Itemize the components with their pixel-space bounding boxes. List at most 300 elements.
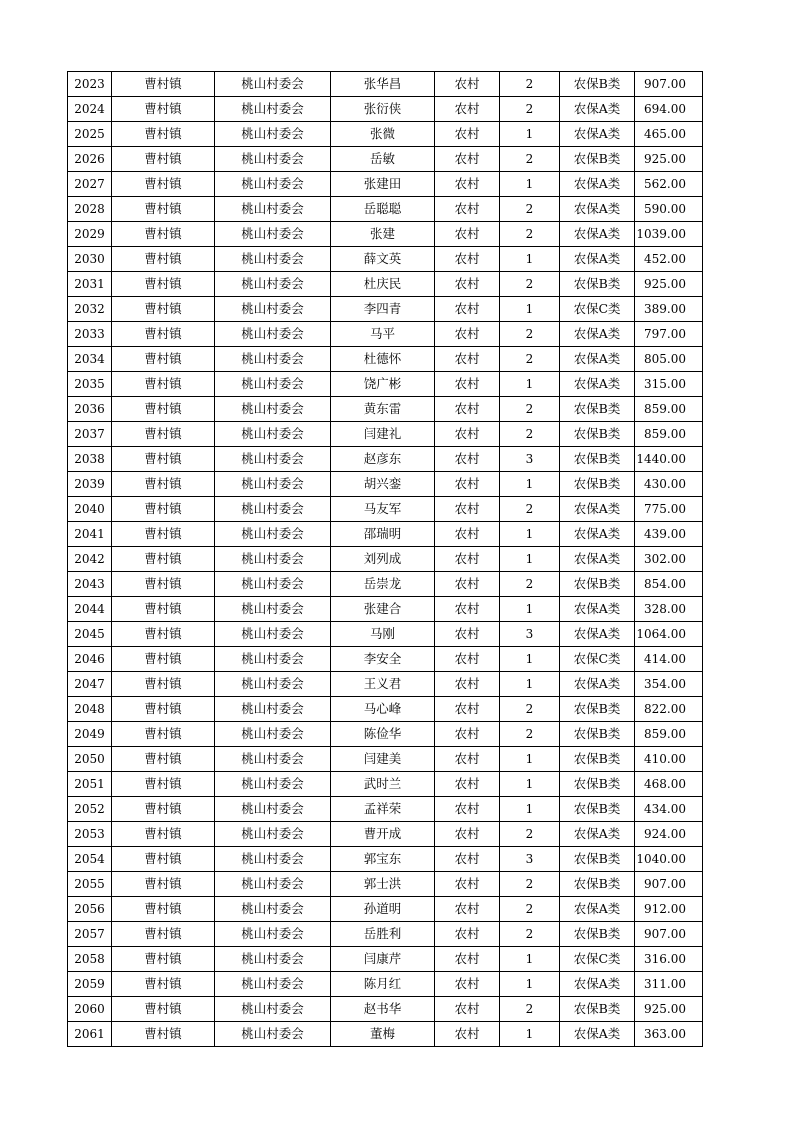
town-cell: 曹村镇: [112, 822, 215, 847]
table-row: [68, 522, 703, 547]
household-type-cell: 农村: [435, 622, 500, 647]
village-committee-cell: 桃山村委会: [215, 622, 331, 647]
table-row: [68, 272, 703, 297]
insurance-category-cell: 农保B类: [560, 722, 635, 747]
name-cell: 张微: [331, 122, 435, 147]
name-cell: 曹开成: [331, 822, 435, 847]
table-row: [68, 647, 703, 672]
row-number-cell: 2041: [68, 522, 112, 547]
town-cell: 曹村镇: [112, 472, 215, 497]
town-cell: 曹村镇: [112, 597, 215, 622]
village-committee-cell: 桃山村委会: [215, 572, 331, 597]
table-row: [68, 122, 703, 147]
amount-cell: 907.00: [635, 922, 703, 947]
household-size-cell: 2: [500, 147, 560, 172]
town-cell: 曹村镇: [112, 622, 215, 647]
table-row: [68, 447, 703, 472]
town-cell: 曹村镇: [112, 922, 215, 947]
household-size-cell: 3: [500, 447, 560, 472]
village-committee-cell: 桃山村委会: [215, 122, 331, 147]
town-cell: 曹村镇: [112, 897, 215, 922]
row-number-cell: 2026: [68, 147, 112, 172]
town-cell: 曹村镇: [112, 397, 215, 422]
name-cell: 邵瑞明: [331, 522, 435, 547]
row-number-cell: 2037: [68, 422, 112, 447]
village-committee-cell: 桃山村委会: [215, 747, 331, 772]
village-committee-cell: 桃山村委会: [215, 172, 331, 197]
row-number-cell: 2033: [68, 322, 112, 347]
table-body: [68, 72, 703, 1047]
town-cell: 曹村镇: [112, 497, 215, 522]
town-cell: 曹村镇: [112, 722, 215, 747]
table-row: [68, 922, 703, 947]
row-number-cell: 2039: [68, 472, 112, 497]
table-row: [68, 772, 703, 797]
town-cell: 曹村镇: [112, 72, 215, 97]
amount-cell: 590.00: [635, 197, 703, 222]
town-cell: 曹村镇: [112, 647, 215, 672]
amount-cell: 354.00: [635, 672, 703, 697]
household-size-cell: 1: [500, 747, 560, 772]
village-committee-cell: 桃山村委会: [215, 147, 331, 172]
row-number-cell: 2036: [68, 397, 112, 422]
village-committee-cell: 桃山村委会: [215, 197, 331, 222]
row-number-cell: 2054: [68, 847, 112, 872]
amount-cell: 465.00: [635, 122, 703, 147]
household-type-cell: 农村: [435, 172, 500, 197]
amount-cell: 859.00: [635, 397, 703, 422]
household-size-cell: 2: [500, 397, 560, 422]
village-committee-cell: 桃山村委会: [215, 372, 331, 397]
town-cell: 曹村镇: [112, 222, 215, 247]
household-type-cell: 农村: [435, 647, 500, 672]
row-number-cell: 2028: [68, 197, 112, 222]
name-cell: 郭士洪: [331, 872, 435, 897]
household-type-cell: 农村: [435, 897, 500, 922]
name-cell: 李安全: [331, 647, 435, 672]
insurance-category-cell: 农保A类: [560, 1022, 635, 1047]
insurance-category-cell: 农保B类: [560, 447, 635, 472]
amount-cell: 694.00: [635, 97, 703, 122]
row-number-cell: 2042: [68, 547, 112, 572]
village-committee-cell: 桃山村委会: [215, 347, 331, 372]
town-cell: 曹村镇: [112, 672, 215, 697]
row-number-cell: 2049: [68, 722, 112, 747]
village-committee-cell: 桃山村委会: [215, 547, 331, 572]
table-row: [68, 897, 703, 922]
village-committee-cell: 桃山村委会: [215, 597, 331, 622]
village-committee-cell: 桃山村委会: [215, 872, 331, 897]
amount-cell: 775.00: [635, 497, 703, 522]
village-committee-cell: 桃山村委会: [215, 322, 331, 347]
town-cell: 曹村镇: [112, 197, 215, 222]
insurance-category-cell: 农保A类: [560, 622, 635, 647]
household-size-cell: 2: [500, 497, 560, 522]
town-cell: 曹村镇: [112, 947, 215, 972]
village-committee-cell: 桃山村委会: [215, 897, 331, 922]
household-type-cell: 农村: [435, 272, 500, 297]
village-committee-cell: 桃山村委会: [215, 247, 331, 272]
household-type-cell: 农村: [435, 397, 500, 422]
insurance-category-cell: 农保B类: [560, 747, 635, 772]
household-type-cell: 农村: [435, 322, 500, 347]
table-row: [68, 397, 703, 422]
insurance-category-cell: 农保A类: [560, 372, 635, 397]
table-row: [68, 572, 703, 597]
row-number-cell: 2061: [68, 1022, 112, 1047]
name-cell: 孟祥荣: [331, 797, 435, 822]
amount-cell: 907.00: [635, 72, 703, 97]
village-committee-cell: 桃山村委会: [215, 1022, 331, 1047]
amount-cell: 562.00: [635, 172, 703, 197]
town-cell: 曹村镇: [112, 972, 215, 997]
household-size-cell: 2: [500, 422, 560, 447]
row-number-cell: 2055: [68, 872, 112, 897]
town-cell: 曹村镇: [112, 297, 215, 322]
name-cell: 黄东雷: [331, 397, 435, 422]
town-cell: 曹村镇: [112, 97, 215, 122]
village-committee-cell: 桃山村委会: [215, 222, 331, 247]
table-row: [68, 672, 703, 697]
town-cell: 曹村镇: [112, 697, 215, 722]
town-cell: 曹村镇: [112, 247, 215, 272]
household-type-cell: 农村: [435, 772, 500, 797]
row-number-cell: 2025: [68, 122, 112, 147]
row-number-cell: 2046: [68, 647, 112, 672]
town-cell: 曹村镇: [112, 847, 215, 872]
row-number-cell: 2057: [68, 922, 112, 947]
name-cell: 闫建礼: [331, 422, 435, 447]
insurance-category-cell: 农保A类: [560, 972, 635, 997]
household-type-cell: 农村: [435, 347, 500, 372]
household-size-cell: 1: [500, 372, 560, 397]
row-number-cell: 2052: [68, 797, 112, 822]
name-cell: 岳胜利: [331, 922, 435, 947]
insurance-category-cell: 农保A类: [560, 547, 635, 572]
amount-cell: 859.00: [635, 422, 703, 447]
amount-cell: 452.00: [635, 247, 703, 272]
household-size-cell: 2: [500, 347, 560, 372]
household-size-cell: 1: [500, 247, 560, 272]
name-cell: 赵书华: [331, 997, 435, 1022]
row-number-cell: 2048: [68, 697, 112, 722]
row-number-cell: 2027: [68, 172, 112, 197]
insurance-category-cell: 农保B类: [560, 922, 635, 947]
amount-cell: 1440.00: [635, 447, 703, 472]
insurance-category-cell: 农保B类: [560, 147, 635, 172]
village-committee-cell: 桃山村委会: [215, 772, 331, 797]
town-cell: 曹村镇: [112, 572, 215, 597]
insurance-category-cell: 农保B类: [560, 872, 635, 897]
household-size-cell: 2: [500, 822, 560, 847]
name-cell: 陈月红: [331, 972, 435, 997]
household-type-cell: 农村: [435, 697, 500, 722]
name-cell: 张华昌: [331, 72, 435, 97]
name-cell: 郭宝东: [331, 847, 435, 872]
amount-cell: 1039.00: [635, 222, 703, 247]
insurance-category-cell: 农保A类: [560, 97, 635, 122]
insurance-category-cell: 农保B类: [560, 397, 635, 422]
insurance-category-cell: 农保B类: [560, 797, 635, 822]
row-number-cell: 2060: [68, 997, 112, 1022]
insurance-category-cell: 农保A类: [560, 897, 635, 922]
household-size-cell: 1: [500, 772, 560, 797]
table-row: [68, 497, 703, 522]
household-type-cell: 农村: [435, 597, 500, 622]
insurance-category-cell: 农保A类: [560, 497, 635, 522]
household-size-cell: 1: [500, 672, 560, 697]
row-number-cell: 2023: [68, 72, 112, 97]
household-type-cell: 农村: [435, 572, 500, 597]
table-row: [68, 747, 703, 772]
insurance-category-cell: 农保B类: [560, 572, 635, 597]
village-committee-cell: 桃山村委会: [215, 997, 331, 1022]
name-cell: 张衍侠: [331, 97, 435, 122]
household-size-cell: 1: [500, 297, 560, 322]
amount-cell: 430.00: [635, 472, 703, 497]
village-committee-cell: 桃山村委会: [215, 297, 331, 322]
village-committee-cell: 桃山村委会: [215, 947, 331, 972]
household-size-cell: 2: [500, 272, 560, 297]
village-committee-cell: 桃山村委会: [215, 822, 331, 847]
household-size-cell: 2: [500, 922, 560, 947]
household-size-cell: 2: [500, 572, 560, 597]
household-size-cell: 1: [500, 1022, 560, 1047]
town-cell: 曹村镇: [112, 122, 215, 147]
name-cell: 刘列成: [331, 547, 435, 572]
household-size-cell: 1: [500, 647, 560, 672]
table-row: [68, 947, 703, 972]
household-type-cell: 农村: [435, 197, 500, 222]
village-committee-cell: 桃山村委会: [215, 397, 331, 422]
amount-cell: 797.00: [635, 322, 703, 347]
village-committee-cell: 桃山村委会: [215, 697, 331, 722]
household-type-cell: 农村: [435, 147, 500, 172]
name-cell: 张建: [331, 222, 435, 247]
row-number-cell: 2031: [68, 272, 112, 297]
row-number-cell: 2056: [68, 897, 112, 922]
household-type-cell: 农村: [435, 522, 500, 547]
insurance-category-cell: 农保B类: [560, 772, 635, 797]
amount-cell: 363.00: [635, 1022, 703, 1047]
town-cell: 曹村镇: [112, 872, 215, 897]
household-size-cell: 1: [500, 972, 560, 997]
amount-cell: 439.00: [635, 522, 703, 547]
town-cell: 曹村镇: [112, 172, 215, 197]
insurance-category-cell: 农保B类: [560, 997, 635, 1022]
household-size-cell: 1: [500, 597, 560, 622]
table-row: [68, 797, 703, 822]
amount-cell: 925.00: [635, 147, 703, 172]
insurance-category-cell: 农保B类: [560, 697, 635, 722]
insurance-category-cell: 农保A类: [560, 822, 635, 847]
insurance-category-cell: 农保A类: [560, 522, 635, 547]
insurance-category-cell: 农保C类: [560, 947, 635, 972]
insurance-category-cell: 农保A类: [560, 197, 635, 222]
table-row: [68, 722, 703, 747]
household-type-cell: 农村: [435, 672, 500, 697]
town-cell: 曹村镇: [112, 422, 215, 447]
household-type-cell: 农村: [435, 947, 500, 972]
household-size-cell: 2: [500, 722, 560, 747]
amount-cell: 389.00: [635, 297, 703, 322]
village-committee-cell: 桃山村委会: [215, 847, 331, 872]
row-number-cell: 2059: [68, 972, 112, 997]
table-row: [68, 322, 703, 347]
name-cell: 武时兰: [331, 772, 435, 797]
row-number-cell: 2043: [68, 572, 112, 597]
household-size-cell: 1: [500, 797, 560, 822]
name-cell: 王义君: [331, 672, 435, 697]
name-cell: 张建田: [331, 172, 435, 197]
household-size-cell: 1: [500, 472, 560, 497]
household-type-cell: 农村: [435, 247, 500, 272]
village-committee-cell: 桃山村委会: [215, 972, 331, 997]
row-number-cell: 2030: [68, 247, 112, 272]
household-type-cell: 农村: [435, 997, 500, 1022]
name-cell: 岳聪聪: [331, 197, 435, 222]
table-row: [68, 472, 703, 497]
table-row: [68, 697, 703, 722]
table-row: [68, 197, 703, 222]
village-committee-cell: 桃山村委会: [215, 472, 331, 497]
household-type-cell: 农村: [435, 122, 500, 147]
town-cell: 曹村镇: [112, 997, 215, 1022]
row-number-cell: 2032: [68, 297, 112, 322]
household-type-cell: 农村: [435, 422, 500, 447]
household-size-cell: 2: [500, 697, 560, 722]
household-type-cell: 农村: [435, 1022, 500, 1047]
household-type-cell: 农村: [435, 497, 500, 522]
table-row: [68, 1022, 703, 1047]
table-row: [68, 997, 703, 1022]
amount-cell: 311.00: [635, 972, 703, 997]
village-committee-cell: 桃山村委会: [215, 447, 331, 472]
household-type-cell: 农村: [435, 922, 500, 947]
table-row: [68, 97, 703, 122]
town-cell: 曹村镇: [112, 272, 215, 297]
household-size-cell: 2: [500, 222, 560, 247]
household-type-cell: 农村: [435, 222, 500, 247]
household-size-cell: 1: [500, 547, 560, 572]
household-type-cell: 农村: [435, 797, 500, 822]
household-size-cell: 1: [500, 172, 560, 197]
town-cell: 曹村镇: [112, 797, 215, 822]
household-size-cell: 2: [500, 197, 560, 222]
household-type-cell: 农村: [435, 447, 500, 472]
name-cell: 薛文英: [331, 247, 435, 272]
table-row: [68, 547, 703, 572]
household-type-cell: 农村: [435, 822, 500, 847]
amount-cell: 925.00: [635, 272, 703, 297]
household-type-cell: 农村: [435, 722, 500, 747]
amount-cell: 468.00: [635, 772, 703, 797]
insurance-category-cell: 农保B类: [560, 472, 635, 497]
town-cell: 曹村镇: [112, 772, 215, 797]
amount-cell: 315.00: [635, 372, 703, 397]
table-row: [68, 597, 703, 622]
amount-cell: 854.00: [635, 572, 703, 597]
town-cell: 曹村镇: [112, 547, 215, 572]
row-number-cell: 2029: [68, 222, 112, 247]
amount-cell: 822.00: [635, 697, 703, 722]
household-size-cell: 1: [500, 522, 560, 547]
amount-cell: 1064.00: [635, 622, 703, 647]
household-type-cell: 农村: [435, 97, 500, 122]
household-size-cell: 2: [500, 897, 560, 922]
name-cell: 马刚: [331, 622, 435, 647]
insurance-category-cell: 农保A类: [560, 122, 635, 147]
table-row: [68, 172, 703, 197]
amount-cell: 316.00: [635, 947, 703, 972]
household-size-cell: 1: [500, 122, 560, 147]
beneficiary-table: [67, 71, 703, 1047]
village-committee-cell: 桃山村委会: [215, 272, 331, 297]
amount-cell: 434.00: [635, 797, 703, 822]
town-cell: 曹村镇: [112, 322, 215, 347]
household-size-cell: 2: [500, 97, 560, 122]
village-committee-cell: 桃山村委会: [215, 72, 331, 97]
household-type-cell: 农村: [435, 972, 500, 997]
table-row: [68, 297, 703, 322]
insurance-category-cell: 农保A类: [560, 322, 635, 347]
insurance-category-cell: 农保C类: [560, 647, 635, 672]
table-row: [68, 222, 703, 247]
table-row: [68, 247, 703, 272]
name-cell: 赵彦东: [331, 447, 435, 472]
household-type-cell: 农村: [435, 847, 500, 872]
household-size-cell: 2: [500, 872, 560, 897]
town-cell: 曹村镇: [112, 372, 215, 397]
table-row: [68, 347, 703, 372]
insurance-category-cell: 农保B类: [560, 847, 635, 872]
row-number-cell: 2053: [68, 822, 112, 847]
amount-cell: 410.00: [635, 747, 703, 772]
table-row: [68, 872, 703, 897]
village-committee-cell: 桃山村委会: [215, 97, 331, 122]
name-cell: 闫康芹: [331, 947, 435, 972]
name-cell: 马平: [331, 322, 435, 347]
amount-cell: 414.00: [635, 647, 703, 672]
table-row: [68, 372, 703, 397]
town-cell: 曹村镇: [112, 1022, 215, 1047]
name-cell: 张建合: [331, 597, 435, 622]
town-cell: 曹村镇: [112, 447, 215, 472]
row-number-cell: 2045: [68, 622, 112, 647]
row-number-cell: 2044: [68, 597, 112, 622]
insurance-category-cell: 农保A类: [560, 222, 635, 247]
table-row: [68, 622, 703, 647]
amount-cell: 328.00: [635, 597, 703, 622]
household-size-cell: 3: [500, 622, 560, 647]
row-number-cell: 2038: [68, 447, 112, 472]
name-cell: 杜德怀: [331, 347, 435, 372]
village-committee-cell: 桃山村委会: [215, 422, 331, 447]
name-cell: 闫建美: [331, 747, 435, 772]
village-committee-cell: 桃山村委会: [215, 672, 331, 697]
town-cell: 曹村镇: [112, 522, 215, 547]
household-type-cell: 农村: [435, 472, 500, 497]
name-cell: 董梅: [331, 1022, 435, 1047]
insurance-category-cell: 农保A类: [560, 172, 635, 197]
insurance-category-cell: 农保A类: [560, 247, 635, 272]
insurance-category-cell: 农保A类: [560, 347, 635, 372]
name-cell: 孙道明: [331, 897, 435, 922]
household-type-cell: 农村: [435, 747, 500, 772]
amount-cell: 907.00: [635, 872, 703, 897]
row-number-cell: 2058: [68, 947, 112, 972]
amount-cell: 925.00: [635, 997, 703, 1022]
